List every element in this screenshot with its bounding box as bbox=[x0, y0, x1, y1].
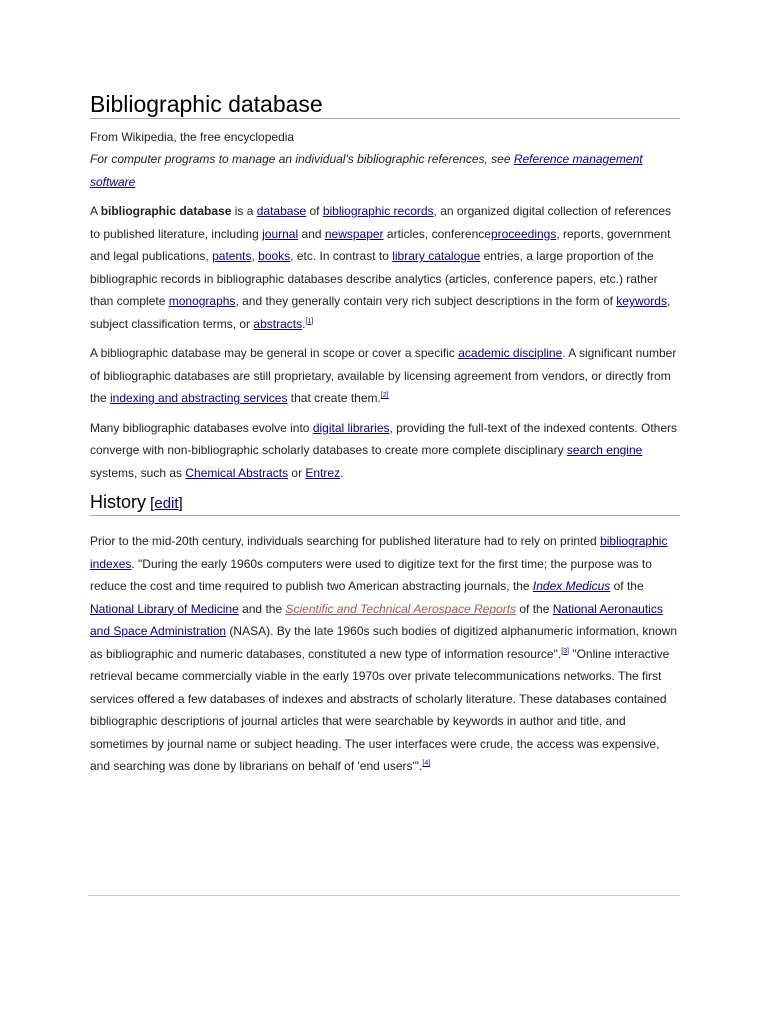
bracket: ] bbox=[178, 495, 183, 512]
link-entrez[interactable]: Entrez bbox=[305, 465, 341, 480]
tagline: From Wikipedia, the free encyclopedia bbox=[90, 130, 295, 144]
text: . bbox=[340, 465, 344, 480]
link-search-engine[interactable]: search engine bbox=[566, 443, 643, 457]
citation-3[interactable]: [3] bbox=[561, 647, 569, 655]
text: and bbox=[298, 226, 325, 241]
link-academic-discipline[interactable]: academic discipline bbox=[458, 346, 563, 360]
text: , reports, government and legal publications, bbox=[90, 226, 671, 263]
paragraph-history bbox=[90, 530, 680, 778]
text: , an organized digital collection of references to published literature, including bbox=[90, 204, 672, 241]
text: , bbox=[251, 249, 259, 263]
text: A bbox=[90, 204, 101, 218]
link-reference-management-software[interactable]: Reference management software bbox=[90, 152, 643, 189]
article-content bbox=[90, 90, 680, 785]
link-indexing-services[interactable]: indexing and abstracting services bbox=[110, 391, 288, 405]
page-title: Bibliographic database bbox=[90, 91, 323, 117]
text: entries, a large proportion of the bibliographic records in bibliographic databases describe analytics (articles, conference papers, etc.) rather than complete bbox=[90, 249, 658, 308]
link-library-catalogue[interactable]: library catalogue bbox=[392, 249, 481, 263]
link-patents[interactable]: patents bbox=[212, 249, 252, 263]
text: (NASA). By the late 1960s such bodies of digitized alphanumeric information, known as bibliographic and numeric databases, constituted a new type of information resource". bbox=[90, 624, 678, 661]
text: articles, conference bbox=[383, 226, 491, 241]
text: , subject classification terms, or bbox=[90, 294, 671, 331]
text: , and they generally contain very rich subject descriptions in the form of bbox=[235, 294, 617, 308]
hatnote-text: For computer programs to manage an individual's bibliographic references, see bbox=[90, 152, 514, 166]
spacer bbox=[90, 516, 680, 530]
paragraph-evolution bbox=[90, 417, 680, 485]
text: systems, such as bbox=[90, 465, 186, 480]
text: . A significant number of bibliographic databases are still proprietary, available by licensing agreement from vendors, or directly from the bbox=[90, 346, 677, 405]
text: of the bbox=[610, 579, 644, 593]
citation-4[interactable]: [4] bbox=[422, 760, 431, 767]
link-monographs[interactable]: monographs bbox=[168, 294, 236, 308]
text: and the bbox=[238, 601, 286, 616]
link-nasa[interactable]: National Aeronautics and Space Administration bbox=[90, 601, 663, 638]
text: is a bbox=[231, 204, 257, 218]
hatnote bbox=[90, 148, 680, 193]
title-divider bbox=[90, 118, 680, 119]
text: or bbox=[288, 465, 306, 480]
link-keywords[interactable]: keywords bbox=[616, 294, 667, 308]
link-database[interactable]: database bbox=[256, 204, 307, 218]
link-bibliographic-records[interactable]: bibliographic records bbox=[322, 204, 434, 218]
text: Prior to the mid-20th century, individuals searching for published literature had to rely on printed bbox=[90, 534, 601, 548]
link-bibliographic-indexes[interactable]: bibliographic indexes bbox=[90, 534, 668, 571]
link-digital-libraries[interactable]: digital libraries bbox=[312, 420, 390, 435]
link-chemical-abstracts[interactable]: Chemical Abstracts bbox=[185, 465, 289, 480]
text: Many bibliographic databases evolve into bbox=[90, 420, 313, 435]
link-abstracts[interactable]: abstracts bbox=[253, 316, 303, 331]
edit-link[interactable]: edit bbox=[154, 495, 179, 512]
text: of the bbox=[516, 601, 553, 616]
text: "Online interactive retrieval became commercially viable in the early 1970s over private telecommunications networks. The first services offered a few databases of indexes and abstracts of scholarly literature. These databases contained bibliographic descriptions of journal articles that were searchable by keywords in author and title, and sometimes by journal name or subject heading. The user interfaces were crude, the access was expensive, and searching was done by librarians on behalf of 'end users'". bbox=[90, 646, 670, 773]
text: . bbox=[302, 316, 306, 331]
text: of bbox=[306, 204, 323, 218]
bracket: [ bbox=[146, 495, 155, 512]
link-scientific-technical-aerospace-reports[interactable]: Scientific and Technical Aerospace Reports bbox=[285, 601, 517, 616]
footer-divider bbox=[88, 895, 680, 896]
text: that create them. bbox=[287, 391, 381, 405]
citation-2[interactable]: [2] bbox=[380, 392, 389, 399]
text: . "During the early 1960s computers were used to digitize text for the first time; the purpose was to reduce the cost and time required to publish two American abstracting journals, the bbox=[90, 556, 652, 593]
link-books[interactable]: books bbox=[258, 249, 291, 263]
link-newspaper[interactable]: newspaper bbox=[324, 226, 384, 241]
citation-1[interactable]: [1] bbox=[305, 317, 314, 325]
edit-section bbox=[146, 495, 183, 512]
link-journal[interactable]: journal bbox=[262, 226, 299, 241]
link-proceedings[interactable]: proceedings bbox=[490, 226, 557, 241]
link-national-library-of-medicine[interactable]: National Library of Medicine bbox=[90, 601, 239, 616]
link-index-medicus[interactable]: Index Medicus bbox=[532, 579, 611, 593]
text: , etc. In contrast to bbox=[290, 249, 393, 263]
section-heading-history bbox=[90, 491, 680, 515]
bold-term: bibliographic database bbox=[100, 204, 232, 218]
paragraph-scope bbox=[90, 342, 680, 410]
text: , providing the full-text of the indexed contents. Others converge with non-bibliographic scholarly databases to create more complete disciplinary bbox=[90, 420, 678, 457]
heading-text: History bbox=[90, 492, 147, 512]
text: A bibliographic database may be general in scope or cover a specific bbox=[90, 346, 459, 360]
paragraph-intro bbox=[90, 200, 680, 335]
